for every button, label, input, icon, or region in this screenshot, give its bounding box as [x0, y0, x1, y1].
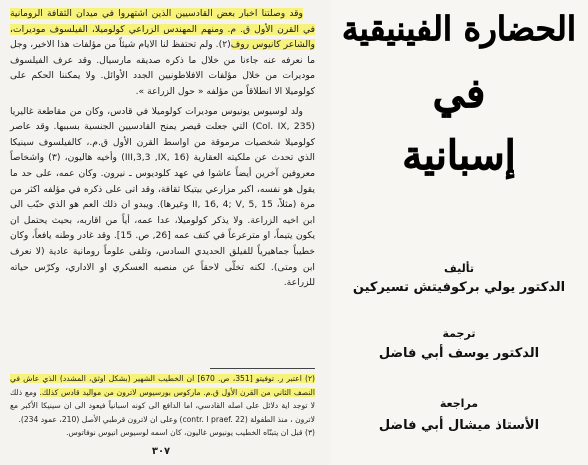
highlighted-passage: وقد وصلتنا اخبار بعض القادسيين الذين اشتهروا في ميدان الثقافة الرومانية في القرن الأول ق. م. ومنهم المهندس الزراعي كولوميلا، الفيلسوف موديرات، والشاعر كانيوس روف — [10, 8, 315, 51]
reviewer-label: مراجعة — [439, 397, 479, 410]
translator-name: الدكتور يوسف أبي فاضل — [378, 346, 540, 361]
footnote-rule — [210, 368, 315, 369]
author-label: تأليف — [444, 262, 474, 275]
title-page — [330, 0, 588, 465]
book-title-line-3: إسبانية — [402, 132, 516, 179]
author-name: الدكتور يولي بركوفيتش تسيركين — [352, 280, 566, 295]
translator-label: ترجمة — [442, 327, 476, 340]
footnote-2 — [10, 372, 315, 426]
paragraph-1-rest: (٢). ولم تحتفظ لنا الايام شيئاً من مؤلفات هذا الاخير، وجل ما نعرفه عنه جاءنا من خلال ما ذكره صديقه مارسيال. وقد عرف الفيلسوف موديرات من خلال مؤلفات الافلاطونيين الجدد الأوائل. ولا يمكننا الحكم على كولوميلا الا انطلاقاً من مؤلفه « حول الزراعة ». — [10, 39, 315, 97]
book-title-line-1: الحضارة الفينيقية — [341, 9, 577, 48]
paragraph-1 — [10, 6, 315, 100]
footnote-3: (٣) قبل ان يتبنّاه الخطيب يونيوس غاليون، كان اسمه لوسيوس انيوس نوفاتوس. — [66, 428, 315, 438]
footnote-2-rest: ومع ذلك لا توجد اية دلائل على اصله القادسي، اما الدافع الى كونه اسبانياً فيعود الى ان سينيكا الأكبر مع لاترون ، منذ الطفولة (contr. I praef. 22) وعلى ان لاترون قرطبي الأصل (210، عمود 234). — [10, 387, 315, 424]
page-number: ٣٠٧ — [151, 446, 171, 457]
footnotes — [10, 372, 315, 440]
body-text — [10, 6, 315, 295]
reviewer-name: الأستاذ ميشال أبي فاضل — [378, 418, 540, 433]
paragraph-2: ولد لوسيوس يونيوس موديرات كولوميلا في قادس، وكان من مقاطعة غاليريا (Col. IX, 235) التي جعلت قيصر يمنح القادسيين الجنسية بسببها. وقد عاصر كولوميلا شخصيات مرموقة من اواسط القرن الأول ق.م.، كالفيلسوف سينيكا الذي تحدث عن ملكيته العقارية (III,3,3 ,IX, 16) وأخيه هاليون، (٣) واشخاصاً معروفين آخرين أيضاً عاشوا في عهد كلوديوس ـ نيرون. وكان عمه، على حد ما يقول هو نفسه، اكبر مزارعي بيتيكا ثقافة، وقد اتى على ذكره في مؤلفه اكثر من مرة (مثلاً، II, 16, 4; V, 5, 15 وغيرها). ويبدو ان ذلك العم هو الذي حبّب الى ابن اخيه الزراعة. ولا يذكر كولوميلا، عدا عمه، أياً من اقاربه، بحيث يحتمل ان يكون يتيماً، او مترعرعاً في كنف عمه [26, ص. 15]. وقد غادر وطنه يافعاً، وكان خطيباً جماهيرياً للفيلق الحديدي السادس، وتلقى علوماً رومانية عادية (لا نعرف ابن ومتى). لكنه تخلّى لاحقاً عن منصبه العسكري او الاداري، وكرّس حياته للزراعة. — [10, 105, 316, 289]
book-title-line-2: في — [432, 70, 486, 117]
highlighted-footnote: (٢) اعتبر ر. توفيتو [351، ص. 670] ان الخطيب الشهير (بشكل اوثق، المشدد) الذي عاش في النصف الثاني من القرن الأول ق.م. ماركوس بورسيوس لاترون من مواليد قادس كذلك. — [10, 374, 315, 397]
